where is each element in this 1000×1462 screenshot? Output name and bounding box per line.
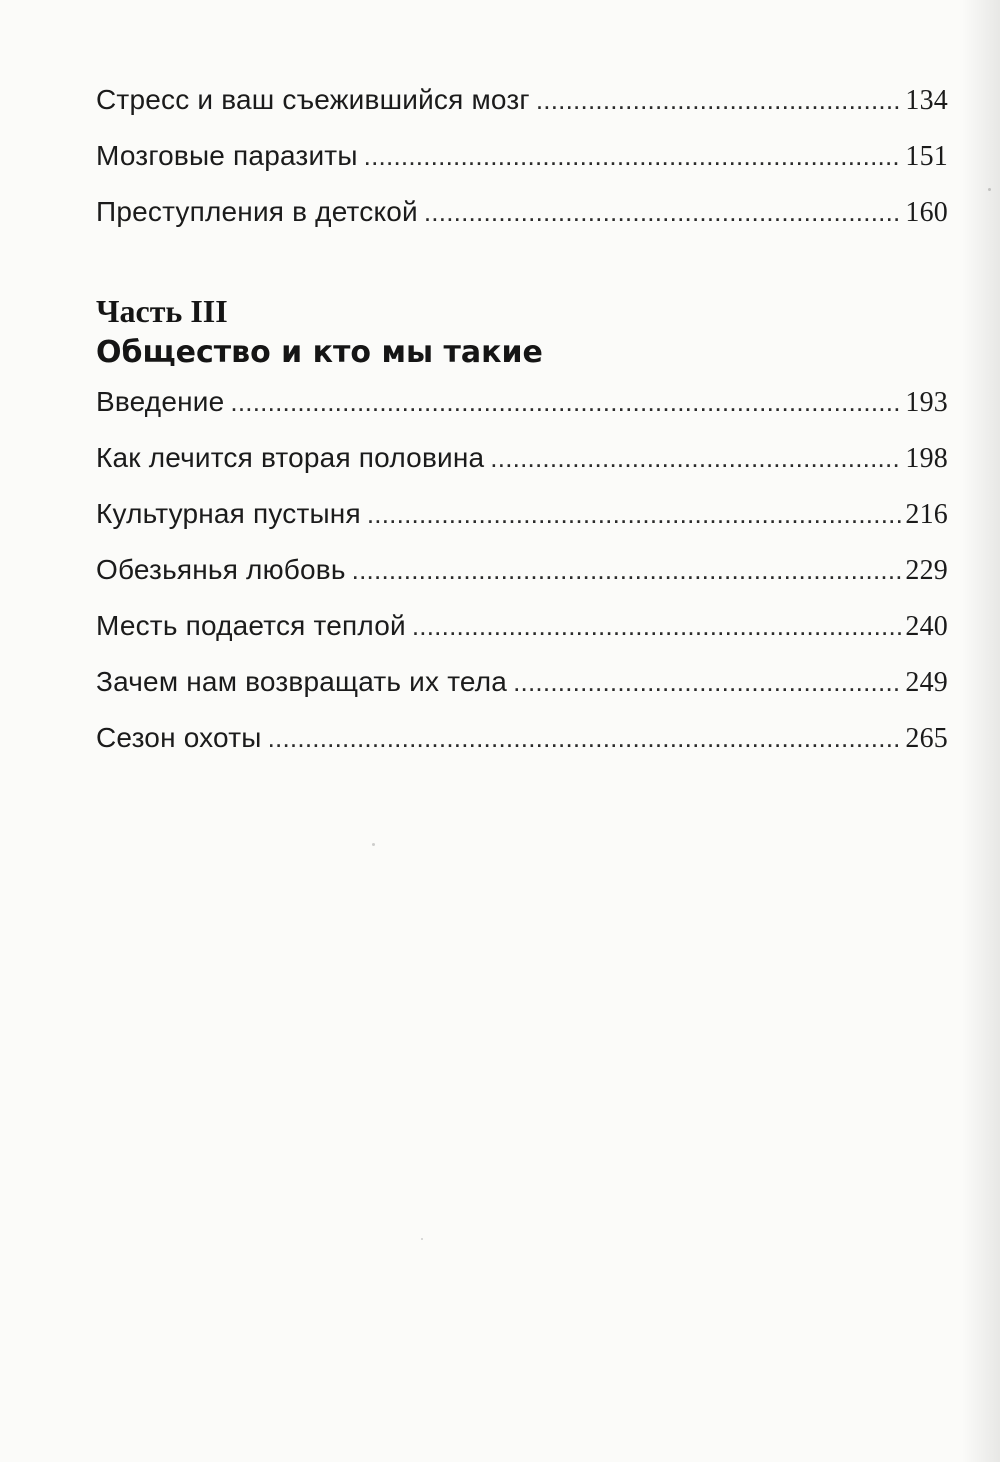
toc-entry[interactable] [96, 498, 948, 554]
toc-entry-title: Обезьянья любовь [96, 554, 346, 585]
toc-entry-title: Как лечится вторая половина [96, 442, 485, 473]
toc-leader-dots [412, 611, 902, 642]
scan-speck [988, 188, 991, 191]
toc-entry-title: Введение [96, 386, 225, 417]
toc-list-part3 [96, 386, 948, 778]
toc-leader-dots [268, 723, 902, 754]
toc-entry-title: Мозговые паразиты [96, 140, 358, 171]
scan-edge-shadow [962, 0, 1000, 1462]
toc-entry-title: Месть подается теплой [96, 610, 406, 641]
toc-entry-page: 265 [905, 723, 948, 754]
toc-entry[interactable] [96, 610, 948, 666]
toc-entry-page: 151 [905, 141, 948, 172]
toc-entry-page: 160 [905, 197, 948, 228]
toc-entry[interactable] [96, 554, 948, 610]
toc-entry-page: 229 [905, 555, 948, 586]
part-label: Часть III [96, 293, 228, 329]
toc-entry-title: Стресс и ваш съежившийся мозг [96, 84, 530, 115]
toc-entry[interactable] [96, 386, 948, 442]
part-heading [96, 290, 948, 374]
toc-list-top [96, 84, 948, 252]
toc-entry[interactable] [96, 442, 948, 498]
toc-leader-dots [513, 667, 901, 698]
toc-entry-page: 134 [905, 85, 948, 116]
toc-leader-dots [367, 499, 902, 530]
part-title: Общество и кто мы такие [96, 335, 543, 370]
toc-leader-dots [536, 85, 902, 116]
toc-entry-page: 198 [905, 443, 948, 474]
toc-entry[interactable] [96, 84, 948, 140]
toc-entry-title: Сезон охоты [96, 722, 262, 753]
toc-entry-page: 249 [905, 667, 948, 698]
toc-entry-page: 216 [905, 499, 948, 530]
toc-entry[interactable] [96, 196, 948, 252]
toc-entry[interactable] [96, 140, 948, 196]
toc-entry-page: 193 [905, 387, 948, 418]
toc-leader-dots [364, 141, 902, 172]
scan-speck [372, 843, 375, 846]
toc-entry-title: Зачем нам возвращать их тела [96, 666, 508, 697]
toc-entry[interactable] [96, 666, 948, 722]
toc-entry[interactable] [96, 722, 948, 778]
toc-leader-dots [352, 555, 902, 586]
toc-leader-dots [230, 387, 901, 418]
toc-entry-page: 240 [905, 611, 948, 642]
toc-entry-title: Преступления в детской [96, 196, 418, 227]
toc-leader-dots [490, 443, 901, 474]
toc-leader-dots [424, 197, 902, 228]
toc-entry-title: Культурная пустыня [96, 498, 361, 529]
scan-speck [421, 1238, 423, 1240]
